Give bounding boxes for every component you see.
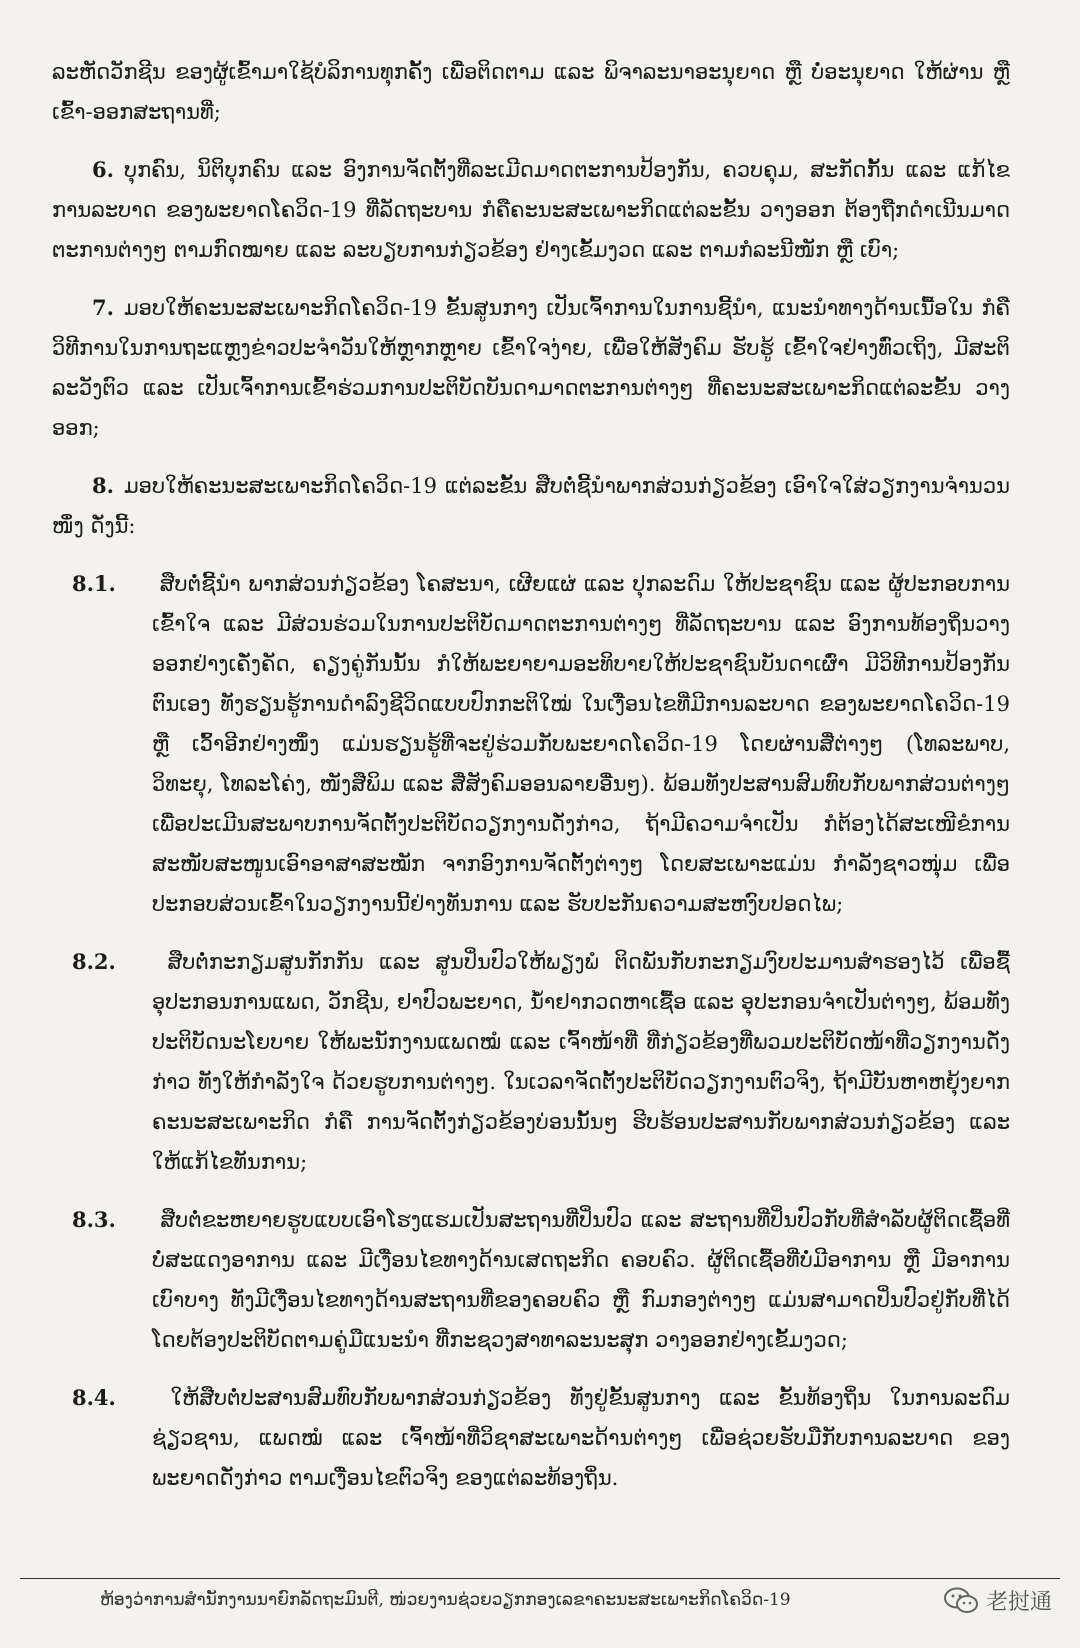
paragraph-8-1 (52, 564, 1010, 924)
paragraph-continued (52, 52, 1010, 132)
footer-text: ຫ້ອງວ່າການສໍານັກງານນາຍົກລັດຖະມົນຕີ, ໜ່ວຍງານຊ່ວຍວຽກກອງເລຂາຄະນະສະເພາະກິດໂຄວິດ-19 (100, 1590, 791, 1610)
paragraph-7 (52, 288, 1010, 448)
paragraph-8-2 (52, 942, 1010, 1182)
paragraph-text: ບຸກຄົນ, ນິຕິບຸກຄົນ ແລະ ອົງການຈັດຕັ້ງທີ່ລະເມີດມາດຕະການປ້ອງກັນ, ຄວບຄຸມ, ສະກັດກັ້ນ ແລະ ແກ້ໄຂການລະບາດ ຂອງພະຍາດໂຄວິດ-19 ທີ່ລັດຖະບານ ກໍຄືຄະນະສະເພາະກິດແຕ່ລະຂັ້ນ ວາງອອກ ຕ້ອງຖືກດໍາເນີນມາດຕະການຕ່າງໆ ຕາມກົດໝາຍ ແລະ ລະບຽບການກ່ຽວຂ້ອງ ຢ່າງເຂັ້ມງວດ ແລະ ຕາມກໍລະນີໜັກ ຫຼື ເບົາ; (52, 158, 1010, 262)
item-number: 6. (92, 157, 114, 182)
paragraph-text: ສືບຕໍ່ກະກຽມສູນກັກກັນ ແລະ ສູນປິ່ນປົວໃຫ້ພຽງພໍ ຕິດພັນກັບກະກຽມງົບປະມານສໍາຮອງໄວ້ ເພື່ອຊື້ອຸປະກອນການແພດ, ວັກຊີນ, ຢາປົວພະຍາດ, ນໍ້າຢາກວດຫາເຊື້ອ ແລະ ອຸປະກອນຈໍາເປັນຕ່າງໆ, ພ້ອມທັງປະຕິບັດນະໂຍບາຍ ໃຫ້ພະນັກງານແພດໝໍ ແລະ ເຈົ້າໜ້າທີ່ ທີ່ກ່ຽວຂ້ອງທີ່ພວມປະຕິບັດໜ້າທີ່ວຽກງານດັ່ງກ່າວ ທັງໃຫ້ກໍາລັງໃຈ ດ້ວຍຮູບການຕ່າງໆ. ໃນເວລາຈັດຕັ້ງປະຕິບັດວຽກງານຕົວຈິງ, ຖ້າມີບັນຫາຫຍຸ້ງຍາກ ຄະນະສະເພາະກິດ ກໍຄື ການຈັດຕັ້ງກ່ຽວຂ້ອງບ່ອນນັ້ນໆ ຮີບຮ້ອນປະສານກັບພາກສ່ວນກ່ຽວຂ້ອງ ແລະ ໃຫ້ແກ້ໄຂທັນການ; (152, 950, 1010, 1174)
watermark (944, 1585, 1052, 1616)
item-number: 7. (92, 295, 114, 320)
paragraph-text: ລະຫັດວັກຊີນ ຂອງຜູ້ເຂົ້າມາໃຊ້ບໍລິການທຸກຄັ້ງ ເພື່ອຕິດຕາມ ແລະ ພິຈາລະນາອະນຸຍາດ ຫຼື ບໍ່ອະນຸຍາດ ໃຫ້ຜ່ານ ຫຼື ເຂົ້າ-ອອກສະຖານທີ່; (52, 60, 1010, 124)
paragraph-text: ມອບໃຫ້ຄະນະສະເພາະກິດໂຄວິດ-19 ແຕ່ລະຂັ້ນ ສືບຕໍ່ຊີ້ນໍາພາກສ່ວນກ່ຽວຂ້ອງ ເອົາໃຈໃສ່ວຽກງານຈໍານວນໜຶ່ງ ດັ່ງນີ້: (52, 474, 1010, 538)
paragraph-8-4 (52, 1378, 1010, 1498)
wechat-icon (944, 1587, 978, 1615)
footer-divider (20, 1578, 1060, 1579)
paragraph-text: ສືບຕໍ່ຊີ້ນໍາ ພາກສ່ວນກ່ຽວຂ້ອງ ໂຄສະນາ, ເຜີຍແຜ່ ແລະ ປຸກລະດົມ ໃຫ້ປະຊາຊົນ ແລະ ຜູ້ປະກອບການ ເຂົ້າໃຈ ແລະ ມີສ່ວນຮ່ວມໃນການປະຕິບັດມາດຕະການຕ່າງໆ ທີ່ລັດຖະບານ ແລະ ອົງການທ້ອງຖິ່ນວາງອອກຢ່າງເຄັ່ງຄັດ, ຄຽງຄູ່ກັນນັ້ນ ກໍໃຫ້ພະຍາຍາມອະທິບາຍໃຫ້ປະຊາຊົນບັນດາເຜົ່າ ມີວິທີການປ້ອງກັນຕົນເອງ ທັງຮຽນຮູ້ການດໍາລົງຊີວິດແບບປົກກະຕິໃໝ່ ໃນເງື່ອນໄຂທີ່ມີການລະບາດ ຂອງພະຍາດໂຄວິດ-19 ຫຼື ເວົ້າອີກຢ່າງໜຶ່ງ ແມ່ນຮຽນຮູ້ທີ່ຈະຢູ່ຮ່ວມກັບພະຍາດໂຄວິດ-19 ໂດຍຜ່ານສື່ຕ່າງໆ (ໂທລະພາບ, ວິທະຍຸ, ໂທລະໂຄ່ງ, ໜັງສືພິມ ແລະ ສື່ສັງຄົມອອນລາຍອື່ນໆ). ພ້ອມທັງປະສານສົມທົບກັບພາກສ່ວນຕ່າງໆ ເພື່ອປະເມີນສະພາບການຈັດຕັ້ງປະຕິບັດວຽກງານດັ່ງກ່າວ, ຖ້າມີຄວາມຈໍາເປັນ ກໍຕ້ອງໄດ້ສະເໜີຂໍການສະໜັບສະໜູນເອົາອາສາສະໝັກ ຈາກອົງການຈັດຕັ້ງຕ່າງໆ ໂດຍສະເພາະແມ່ນ ກໍາລັງຊາວໜຸ່ມ ເພື່ອປະກອບສ່ວນເຂົ້າໃນວຽກງານນີ້ຢ່າງທັນການ ແລະ ຮັບປະກັນຄວາມສະຫງົບປອດໄພ; (152, 572, 1010, 916)
item-number: 8.2. (72, 949, 116, 974)
paragraph-6 (52, 150, 1010, 270)
paragraph-8-3 (52, 1200, 1010, 1360)
paragraph-text: ໃຫ້ສືບຕໍ່ປະສານສົມທົບກັບພາກສ່ວນກ່ຽວຂ້ອງ ທັງຢູ່ຂັ້ນສູນກາງ ແລະ ຂັ້ນທ້ອງຖິ່ນ ໃນການລະດົມຊ່ຽວຊານ, ແພດໝໍ ແລະ ເຈົ້າໜ້າທີ່ວິຊາສະເພາະດ້ານຕ່າງໆ ເພື່ອຊ່ວຍຮັບມືກັບການລະບາດ ຂອງພະຍາດດັ່ງກ່າວ ຕາມເງື່ອນໄຂຕົວຈິງ ຂອງແຕ່ລະທ້ອງຖິ່ນ. (152, 1386, 1011, 1490)
item-number: 8.3. (72, 1207, 116, 1232)
paragraph-text: ສືບຕໍ່ຂະຫຍາຍຮູບແບບເອົາໂຮງແຮມເປັນສະຖານທີ່ປິ່ນປົວ ແລະ ສະຖານທີ່ປິ່ນປົວກັບທີ່ສໍາລັບຜູ້ຕິດເຊື້ອທີ່ບໍ່ສະແດງອາການ ແລະ ມີເງື່ອນໄຂທາງດ້ານເສດຖະກິດ ຄອບຄົວ. ຜູ້ຕິດເຊື້ອທີ່ບໍ່ມີອາການ ຫຼື ມີອາການເບົາບາງ ທັງມີເງື່ອນໄຂທາງດ້ານສະຖານທີ່ຂອງຄອບຄົວ ຫຼື ກົມກອງຕ່າງໆ ແມ່ນສາມາດປິ່ນປົວຢູ່ກັບທີ່ໄດ້ ໂດຍຕ້ອງປະຕິບັດຕາມຄູ່ມືແນະນໍາ ທີ່ກະຊວງສາທາລະນະສຸກ ວາງອອກຢ່າງເຂັ້ມງວດ; (152, 1208, 1010, 1352)
item-number: 8.4. (72, 1385, 116, 1410)
item-number: 8.1. (72, 571, 116, 596)
item-number: 8. (92, 473, 114, 498)
paragraph-text: ມອບໃຫ້ຄະນະສະເພາະກິດໂຄວິດ-19 ຂັ້ນສູນກາງ ເປັນເຈົ້າການໃນການຊີ້ນໍາ, ແນະນໍາທາງດ້ານເນື້ອໃນ ກໍຄື ວິທີການໃນການຖະແຫຼງຂ່າວປະຈໍາວັນໃຫ້ຫຼາກຫຼາຍ ເຂົ້າໃຈງ່າຍ, ເພື່ອໃຫ້ສັງຄົມ ຮັບຮູ້ ເຂົ້າໃຈຢ່າງທົ່ວເຖິງ, ມີສະຕິລະວັງຕົວ ແລະ ເປັນເຈົ້າການເຂົ້າຮ່ວມການປະຕິບັດບັນດາມາດຕະການຕ່າງໆ ທີ່ຄະນະສະເພາະກິດແຕ່ລະຂັ້ນ ວາງອອກ; (52, 296, 1010, 440)
paragraph-8 (52, 466, 1010, 546)
watermark-text: 老挝通 (985, 1590, 1052, 1615)
